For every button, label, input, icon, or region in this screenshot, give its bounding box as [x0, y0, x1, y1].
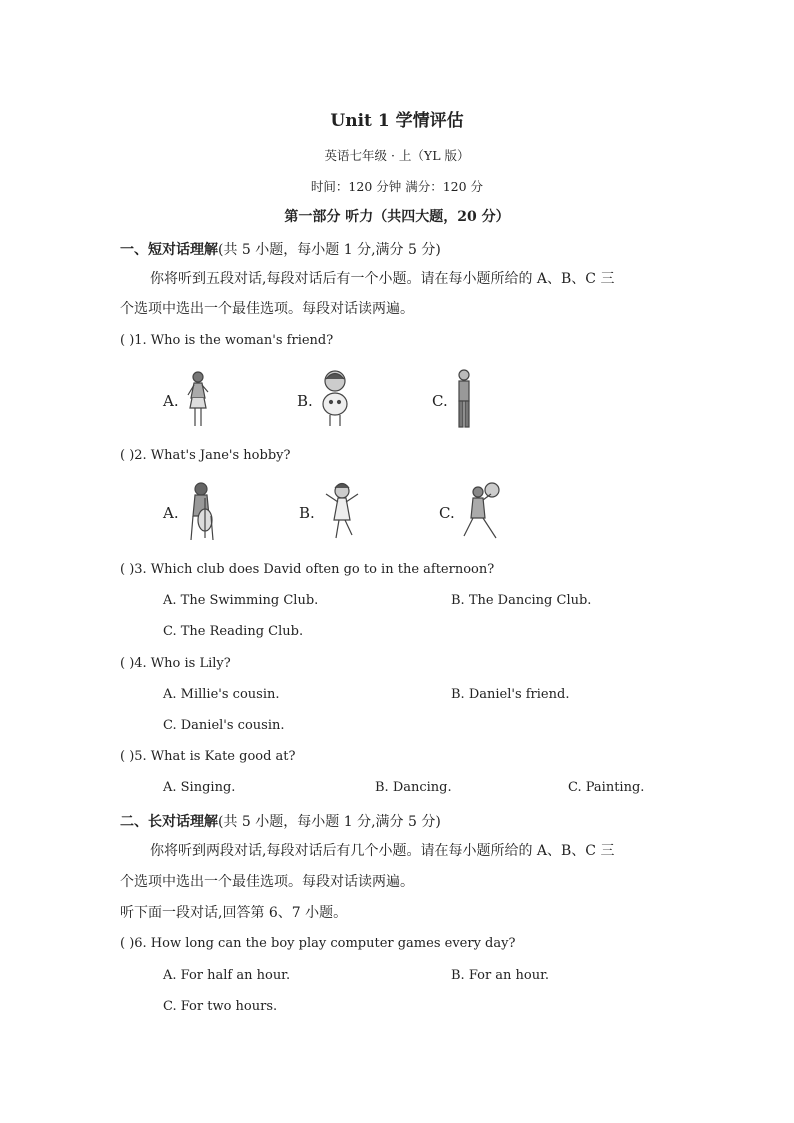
question-6: ( )6. How long can the boy play computer games every day?	[120, 936, 516, 951]
q6-option-a: A. For half an hour.	[163, 968, 291, 983]
section2-heading-rest: (共 5 小题，每小题 1 分,满分 5 分)	[218, 814, 441, 830]
subtitle: 英语七年级 · 上（YL 版）	[324, 148, 470, 163]
q5-option-a: A. Singing.	[163, 780, 236, 795]
page-title: Unit 1 学情评估	[330, 111, 464, 131]
q1-option-b: B.	[297, 392, 313, 410]
question-3: ( )3. Which club does David often go to in the afternoon?	[120, 562, 495, 577]
section2-instruction-3: 听下面一段对话,回答第 6、7 小题。	[120, 905, 348, 921]
section1-instruction-2: 个选项中选出一个最佳选项。每段对话读两遍。	[120, 301, 414, 317]
q5-option-b: B. Dancing.	[375, 780, 452, 795]
section1-heading-rest: (共 5 小题，每小题 1 分,满分 5 分)	[218, 242, 441, 258]
woman-figure-icon	[183, 368, 213, 430]
section2-instruction-2: 个选项中选出一个最佳选项。每段对话读两遍。	[120, 874, 414, 890]
q1-option-c: C.	[432, 392, 448, 410]
section1-instruction-1: 你将听到五段对话,每段对话后有一个小题。请在每小题所给的 A、B、C 三	[150, 271, 615, 287]
cello-player-icon	[183, 480, 219, 544]
q3-option-a: A. The Swimming Club.	[163, 593, 319, 608]
q1-option-a: A.	[163, 392, 179, 410]
dancing-girl-icon	[322, 480, 362, 544]
section2-heading	[120, 811, 441, 831]
q4-option-c: C. Daniel's cousin.	[163, 718, 285, 733]
q2-option-b: B.	[299, 504, 315, 522]
q6-option-c: C. For two hours.	[163, 999, 278, 1014]
section2-heading-bold: 二、长对话理解	[120, 814, 218, 830]
q5-option-c: C. Painting.	[568, 780, 645, 795]
q2-option-c: C.	[439, 504, 455, 522]
part1-title: 第一部分 听力（共四大题，20 分）	[284, 209, 510, 225]
q6-option-b: B. For an hour.	[451, 968, 550, 983]
q3-option-c: C. The Reading Club.	[163, 624, 304, 639]
q4-option-a: A. Millie's cousin.	[163, 687, 280, 702]
q2-option-a: A.	[163, 504, 179, 522]
section1-heading-bold: 一、短对话理解	[120, 242, 218, 258]
girl-figure-icon	[318, 368, 352, 430]
q3-option-b: B. The Dancing Club.	[451, 593, 592, 608]
section1-heading	[120, 239, 441, 259]
question-4: ( )4. Who is Lily?	[120, 656, 231, 671]
question-5: ( )5. What is Kate good at?	[120, 749, 296, 764]
question-2: ( )2. What's Jane's hobby?	[120, 448, 291, 463]
time-info: 时间：120 分钟 满分：120 分	[310, 179, 484, 194]
section2-instruction-1: 你将听到两段对话,每段对话后有几个小题。请在每小题所给的 A、B、C 三	[150, 843, 615, 859]
q4-option-b: B. Daniel's friend.	[451, 687, 570, 702]
basketball-player-icon	[458, 480, 504, 546]
boy-figure-icon	[452, 368, 476, 432]
question-1: ( )1. Who is the woman's friend?	[120, 333, 334, 348]
